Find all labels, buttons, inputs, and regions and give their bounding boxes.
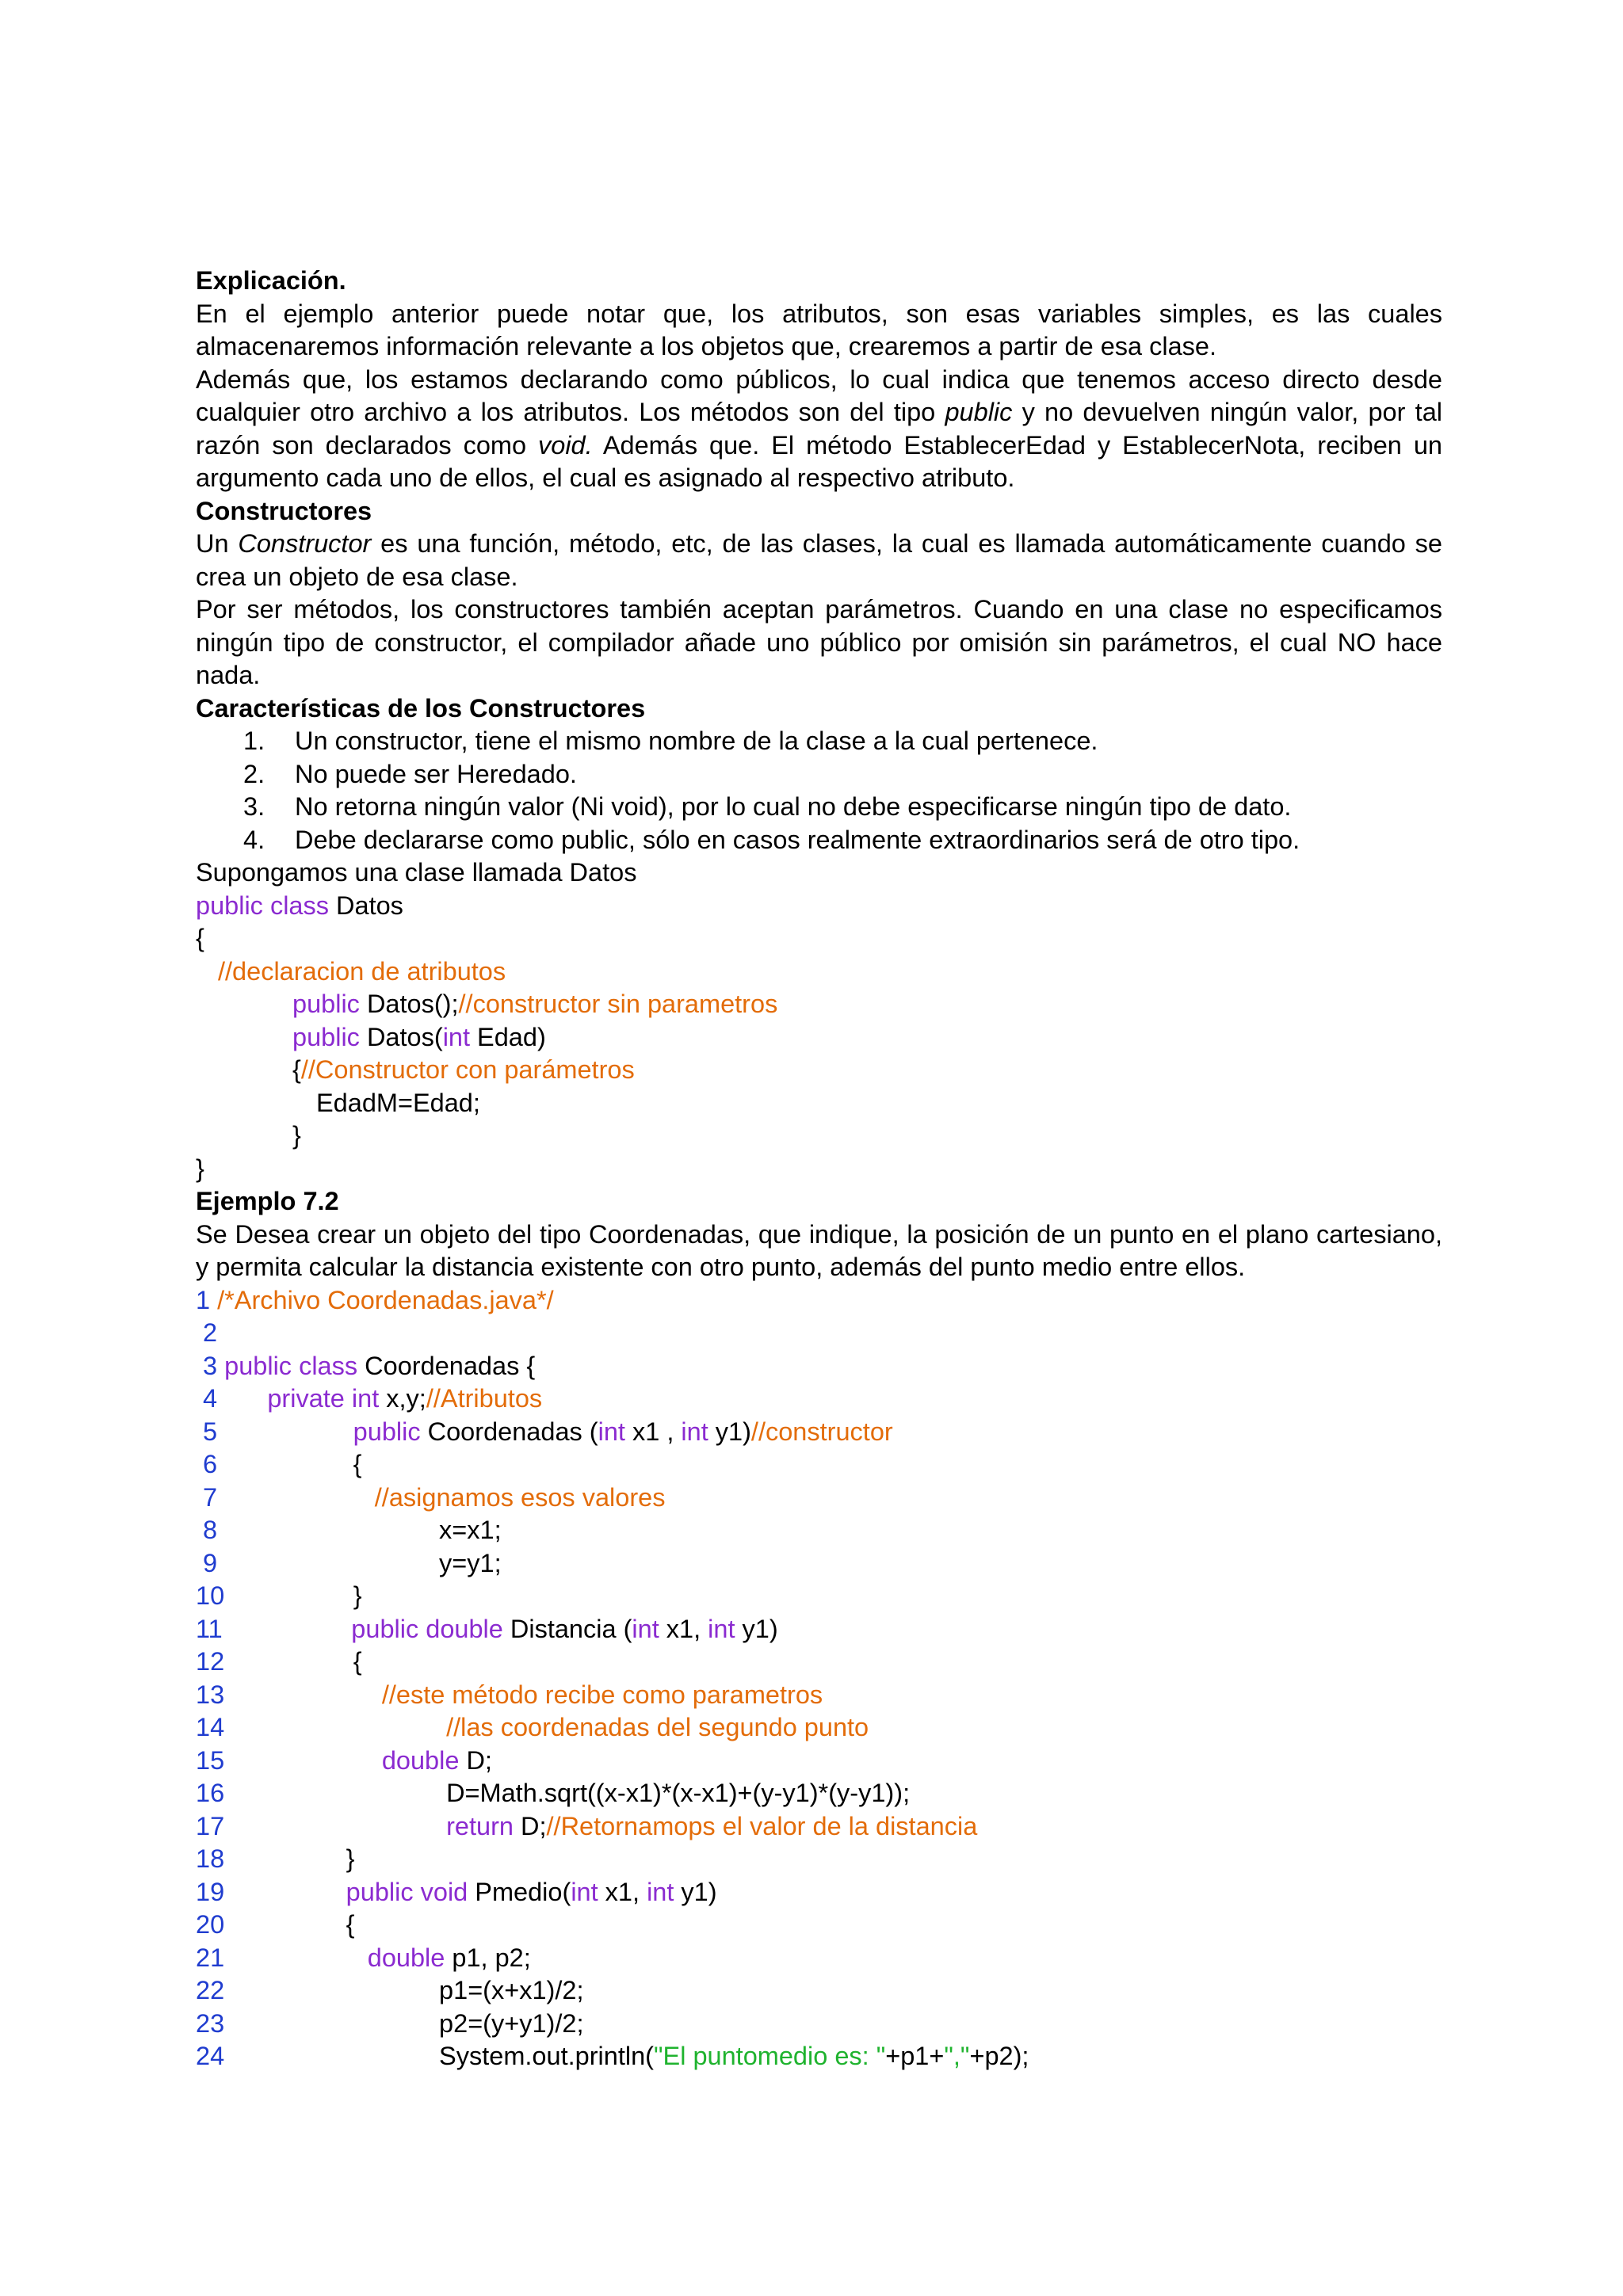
line-number: 13 xyxy=(196,1680,225,1709)
code-line xyxy=(196,1448,1442,1482)
line-number: 24 xyxy=(196,2042,225,2070)
code-comment: //asignamos esos valores xyxy=(374,1482,666,1512)
code-text: y1) xyxy=(674,1877,717,1906)
code-keyword: public xyxy=(292,990,360,1018)
code-keyword: int xyxy=(681,1417,708,1446)
code-line xyxy=(196,1514,1442,1547)
line-number: 10 xyxy=(196,1581,225,1610)
list-item-number: 4. xyxy=(243,825,265,854)
code-text: { xyxy=(224,1910,355,1939)
code-text: Coordenadas ( xyxy=(420,1417,598,1446)
ejemplo-paragraph: Se Desea crear un objeto del tipo Coordenadas, que indique, la posición de un punto en el plano cartesiano, y permita calcular la distancia existente con otro punto, además del punto medio entre ellos. xyxy=(196,1219,1442,1281)
code-line xyxy=(196,2040,1442,2073)
code-text: System.out.println( xyxy=(224,2042,654,2070)
code-comment: /*Archivo Coordenadas.java*/ xyxy=(217,1285,554,1314)
caracteristicas-list xyxy=(196,725,1442,856)
code-line xyxy=(196,1416,1442,1449)
line-number: 15 xyxy=(196,1745,225,1775)
code-line xyxy=(196,1909,1442,1942)
explicacion-paragraph-1: En el ejemplo anterior puede notar que, los atributos, son esas variables simples, es las cuales almacenaremos información relevante a los objetos que, crearemos a partir de esa clase. xyxy=(196,299,1442,360)
list-item-text: No retorna ningún valor (Ni void), por lo cual no debe especificarse ningún tipo de dato. xyxy=(295,792,1292,821)
code-comment: //este método recibe como parametros xyxy=(381,1680,823,1709)
explicacion-heading: Explicación. xyxy=(196,266,346,295)
code-text: p2=(y+y1)/2; xyxy=(224,2008,584,2038)
code-line xyxy=(196,1547,1442,1581)
constructores-heading: Constructores xyxy=(196,496,372,525)
code-comment: //Atributos xyxy=(426,1384,543,1413)
code-text: p1, p2; xyxy=(445,1943,531,1972)
explicacion-p2-part-b: y no devuelven ningún valor, por tal razón son declarados como xyxy=(196,398,1442,460)
line-number: 11 xyxy=(196,1614,223,1643)
ejemplo-heading: Ejemplo 7.2 xyxy=(196,1187,339,1215)
code-text: x=x1; xyxy=(217,1516,502,1544)
line-number: 22 xyxy=(196,1976,225,2004)
void-term: void. xyxy=(538,430,593,460)
code-comment: //Retornamops el valor de la distancia xyxy=(546,1811,978,1840)
code-comment: //las coordenadas del segundo punto xyxy=(446,1713,869,1741)
line-number: 21 xyxy=(196,1943,225,1972)
code-line xyxy=(196,1021,1442,1055)
code-line: } xyxy=(292,1121,301,1150)
line-number: 7 xyxy=(196,1482,218,1512)
code-text: D=Math.sqrt((x-x1)*(x-x1)+(y-y1)*(y-y1)); xyxy=(224,1779,911,1807)
code-text: p1=(x+x1)/2; xyxy=(224,1976,584,2004)
datos-intro: Supongamos una clase llamada Datos xyxy=(196,858,637,887)
code-string: "," xyxy=(944,2042,970,2070)
line-number: 6 xyxy=(196,1450,218,1478)
list-item-text: No puede ser Heredado. xyxy=(295,759,577,788)
code-text: D; xyxy=(513,1811,547,1840)
code-text: Coordenadas { xyxy=(357,1351,536,1380)
code-text: x1, xyxy=(598,1877,647,1906)
code-text xyxy=(224,1812,446,1840)
code-keyword: private int xyxy=(267,1384,380,1413)
code-keyword: public class xyxy=(196,891,329,920)
line-number: 12 xyxy=(196,1647,225,1676)
code-text: Pmedio( xyxy=(468,1877,571,1906)
line-number: 3 xyxy=(196,1351,218,1380)
code-line xyxy=(196,1876,1442,1909)
code-line xyxy=(196,1580,1442,1613)
code-line xyxy=(196,1317,1442,1350)
caracteristicas-heading: Características de los Constructores xyxy=(196,693,646,723)
code-keyword: public class xyxy=(224,1351,358,1380)
code-text xyxy=(217,1483,375,1512)
code-line xyxy=(196,1482,1442,1515)
code-text xyxy=(217,1352,224,1380)
code-line xyxy=(196,890,1442,923)
code-text: y=y1; xyxy=(217,1548,502,1577)
constructor-term: Constructor xyxy=(238,529,372,558)
code-keyword: public double xyxy=(351,1614,503,1643)
list-item xyxy=(196,758,1442,791)
public-term: public xyxy=(945,398,1013,426)
code-text: Edad) xyxy=(470,1022,546,1051)
code-text: Datos( xyxy=(359,1022,443,1051)
line-number: 23 xyxy=(196,2008,225,2038)
code-line xyxy=(196,1843,1442,1876)
code-line xyxy=(196,1054,1442,1087)
code-text: y1) xyxy=(708,1417,751,1446)
code-line xyxy=(196,1646,1442,1679)
constructores-paragraph-1 xyxy=(196,528,1442,593)
line-number: 5 xyxy=(196,1417,218,1446)
code-line xyxy=(196,1745,1442,1778)
code-text: x1 , xyxy=(624,1417,682,1446)
coordenadas-code-block xyxy=(196,1284,1442,2073)
datos-code-block xyxy=(196,890,1442,1186)
document-page xyxy=(196,265,1442,2073)
code-keyword: int xyxy=(632,1614,659,1643)
code-line: } xyxy=(196,1154,204,1183)
constructores-p1-part-a: Un xyxy=(196,529,239,558)
code-keyword: int xyxy=(442,1022,471,1051)
code-keyword: public xyxy=(353,1417,421,1446)
code-line xyxy=(196,1383,1442,1416)
code-line xyxy=(196,1350,1442,1383)
list-item-number: 1. xyxy=(243,727,265,755)
line-number: 17 xyxy=(196,1811,225,1840)
code-text: Datos(); xyxy=(359,990,459,1018)
code-text: x,y; xyxy=(379,1384,426,1413)
explicacion-p2-part-c: Además que. El método EstablecerEdad y EstablecerNota, reciben un argumento cada uno de ellos, el cual es asignado al respectivo atributo. xyxy=(196,430,1442,492)
code-keyword: double xyxy=(381,1745,460,1775)
list-item xyxy=(196,791,1442,824)
code-text xyxy=(224,1943,368,1972)
line-number: 2 xyxy=(196,1318,218,1347)
list-item-number: 3. xyxy=(243,792,265,821)
code-keyword: int xyxy=(708,1614,735,1643)
code-line xyxy=(196,1974,1442,2008)
code-keyword: double xyxy=(367,1943,445,1972)
code-text: } xyxy=(224,1581,362,1610)
line-number: 1 xyxy=(196,1285,211,1314)
code-text xyxy=(217,1417,353,1446)
constructores-p1-part-b: es una función, método, etc, de las clases, la cual es llamada automáticamente cuando se crea un objeto de esa clase. xyxy=(196,529,1443,591)
code-comment: //declaracion de atributos xyxy=(218,956,506,986)
code-text xyxy=(224,1878,346,1906)
code-comment: //constructor sin parametros xyxy=(458,990,778,1018)
code-keyword: int xyxy=(598,1417,625,1446)
code-comment: //constructor xyxy=(750,1417,893,1446)
code-text: { xyxy=(292,1055,301,1084)
list-item-text: Un constructor, tiene el mismo nombre de la clase a la cual pertenece. xyxy=(295,727,1098,755)
code-keyword: int xyxy=(571,1877,598,1906)
code-line xyxy=(196,2008,1442,2041)
code-text xyxy=(224,1746,382,1775)
code-line xyxy=(196,1810,1442,1844)
code-line xyxy=(196,955,1442,989)
list-item xyxy=(196,824,1442,857)
line-number: 19 xyxy=(196,1877,225,1906)
code-text: } xyxy=(224,1844,355,1873)
code-keyword: int xyxy=(647,1877,674,1906)
code-line xyxy=(196,1942,1442,1975)
line-number: 9 xyxy=(196,1548,218,1577)
code-keyword: return xyxy=(446,1811,514,1840)
code-text: +p1+ xyxy=(885,2042,945,2070)
line-number: 14 xyxy=(196,1713,225,1741)
list-item-text: Debe declararse como public, sólo en casos realmente extraordinarios será de otro tipo. xyxy=(295,825,1300,854)
line-number: 8 xyxy=(196,1516,218,1544)
code-text: { xyxy=(217,1450,362,1478)
line-number: 18 xyxy=(196,1844,225,1873)
code-text: +p2); xyxy=(969,2042,1029,2070)
explicacion-p2-part-a: Además que, los estamos declarando como públicos, lo cual indica que tenemos acceso directo desde cualquier otro archivo a los atributos. Los métodos son del tipo xyxy=(196,364,1442,426)
code-text: Datos xyxy=(329,891,403,920)
line-number: 4 xyxy=(196,1384,218,1413)
code-keyword: public void xyxy=(346,1877,468,1906)
code-line: { xyxy=(196,924,204,952)
code-text xyxy=(210,1286,217,1314)
code-line xyxy=(196,988,1442,1021)
line-number: 16 xyxy=(196,1779,225,1807)
code-comment: //Constructor con parámetros xyxy=(300,1055,635,1084)
code-line xyxy=(196,1679,1442,1712)
code-line: EdadM=Edad; xyxy=(316,1088,480,1117)
constructores-paragraph-2: Por ser métodos, los constructores también aceptan parámetros. Cuando en una clase no especificamos ningún tipo de constructor, el compilador añade uno público por omisión sin parámetros, el cual NO hace nada. xyxy=(196,595,1442,689)
code-line xyxy=(196,1284,1442,1318)
code-text xyxy=(223,1615,352,1643)
code-string: "El puntomedio es: " xyxy=(653,2042,886,2070)
code-line xyxy=(196,1777,1442,1810)
code-text: { xyxy=(224,1647,362,1676)
explicacion-paragraph-2 xyxy=(196,364,1442,495)
code-text xyxy=(224,1713,446,1741)
code-text xyxy=(217,1384,267,1413)
line-number: 20 xyxy=(196,1910,225,1939)
code-text xyxy=(224,1680,382,1709)
code-text: y1) xyxy=(735,1614,778,1643)
list-item xyxy=(196,725,1442,758)
list-item-number: 2. xyxy=(243,759,265,788)
code-text: D; xyxy=(459,1745,492,1775)
code-line xyxy=(196,1613,1442,1646)
code-text: Distancia ( xyxy=(502,1614,632,1643)
code-line xyxy=(196,1711,1442,1745)
code-text: x1, xyxy=(659,1614,708,1643)
code-keyword: public xyxy=(292,1022,360,1051)
